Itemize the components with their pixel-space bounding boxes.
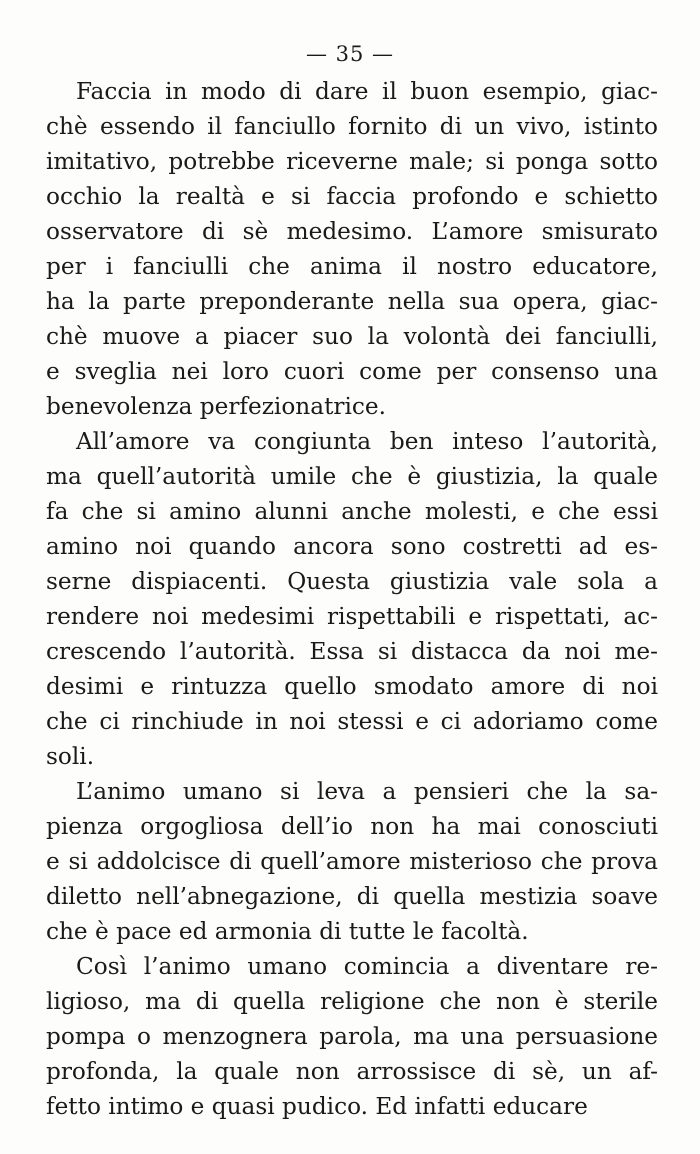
- text-line: soli.: [46, 743, 95, 770]
- text-line: ha la parte preponderante nella sua opera, giac-: [46, 288, 658, 315]
- text-line: desimi e rintuzza quello smodato amore di noi: [46, 673, 658, 700]
- text-line: ligioso, ma di quella religione che non è sterile: [46, 988, 658, 1015]
- text-line: fa che si amino alunni anche molesti, e che essi: [46, 498, 658, 525]
- text-line: L’animo umano si leva a pensieri che la sa-: [76, 778, 658, 805]
- text-line: rendere noi medesimi rispettabili e rispettati, ac-: [46, 603, 658, 630]
- paragraph: [46, 774, 658, 949]
- text-line: per i fanciulli che anima il nostro educatore,: [46, 253, 658, 280]
- text-line: diletto nell’abnegazione, di quella mestizia soave: [46, 883, 658, 910]
- page-number: — 35 —: [305, 42, 395, 66]
- body-text: [46, 74, 658, 1124]
- text-line: profonda, la quale non arrossisce di sè, un af-: [46, 1058, 658, 1085]
- text-line: crescendo l’autorità. Essa si distacca da noi me-: [46, 638, 658, 665]
- text-line: All’amore va congiunta ben inteso l’autorità,: [76, 428, 658, 455]
- text-line: pienza orgogliosa dell’io non ha mai conosciuti: [46, 813, 658, 840]
- text-line: Così l’animo umano comincia a diventare re-: [76, 953, 658, 980]
- text-line: e si addolcisce di quell’amore misterioso che prova: [46, 848, 658, 875]
- text-line: che è pace ed armonia di tutte le facoltà.: [46, 918, 529, 945]
- text-line: amino noi quando ancora sono costretti ad es-: [46, 533, 658, 560]
- paragraph: [46, 424, 658, 774]
- text-line: e sveglia nei loro cuori come per consenso una: [46, 358, 658, 385]
- text-line: occhio la realtà e si faccia profondo e schietto: [46, 183, 658, 210]
- text-line: chè essendo il fanciullo fornito di un vivo, istinto: [46, 113, 658, 140]
- text-line: chè muove a piacer suo la volontà dei fanciulli,: [46, 323, 658, 350]
- text-line: che ci rinchiude in noi stessi e ci adoriamo come: [46, 708, 658, 735]
- text-line: fetto intimo e quasi pudico. Ed infatti educare: [46, 1093, 588, 1120]
- text-line: ma quell’autorità umile che è giustizia, la quale: [46, 463, 658, 490]
- text-line: osservatore di sè medesimo. L’amore smisurato: [46, 218, 658, 245]
- text-line: imitativo, potrebbe riceverne male; si ponga sotto: [46, 148, 658, 175]
- text-line: Faccia in modo di dare il buon esempio, giac-: [76, 78, 658, 105]
- text-line: serne dispiacenti. Questa giustizia vale sola a: [46, 568, 658, 595]
- paragraph: [46, 74, 658, 424]
- text-line: benevolenza perfezionatrice.: [46, 393, 386, 420]
- paragraph: [46, 949, 658, 1124]
- text-line: pompa o menzognera parola, ma una persuasione: [46, 1023, 658, 1050]
